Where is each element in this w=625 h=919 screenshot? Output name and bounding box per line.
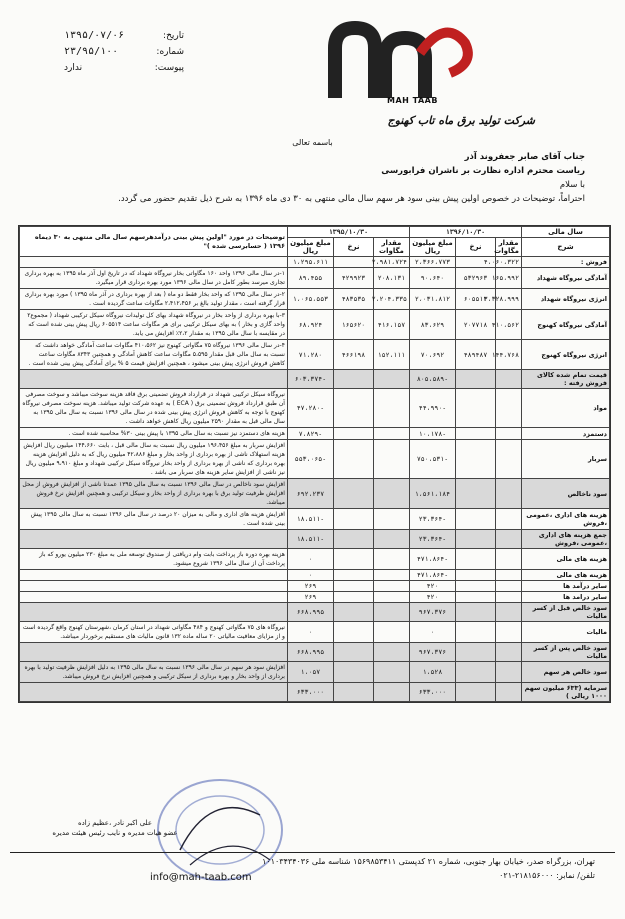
row-amount-1396: ۷۰،۶۹۲ [409,340,455,370]
row-label: انرژی نیروگاه کهنوج [522,340,610,370]
table-row [20,570,610,581]
row-rate-1395 [333,509,373,530]
footer-email: info@mah-taab.com [150,872,252,883]
row-rate-1395: ۱۶۵۶۲۰ [333,310,373,340]
company-logo [325,18,535,136]
table-row [20,428,610,440]
letter-meta [64,28,184,76]
row-qty-1395 [373,530,409,549]
row-amount-1396: -۲۳،۳۶۴ [409,509,455,530]
date-label: تاریخ: [163,31,184,41]
row-notes: افزایش سود هر سهم در سال مالی ۱۳۹۶ نسبت به سال مالی ۱۳۹۵ به دلیل افزایش ظرفیت تولید با بهره برداری از واحد بخار و بهره برداری از سیکل ترکیبی و همچنین افزایش نرخ فروش میباشد. [20,662,288,683]
row-qty-1396 [496,603,522,622]
header-period-1395: ۱۳۹۵/۱۰/۳۰ [287,227,409,238]
row-label: سود خالص قبل از کسر مالیات [522,603,610,622]
header-qty-1396: مقدار مگاوات [496,238,522,257]
table-row [20,530,610,549]
row-label: سربار [522,440,610,479]
row-amount-1395: ۲۶۹ [287,592,333,603]
header-description: شرح [522,238,610,257]
row-amount-1396: -۱۰،۱۷۸ [409,428,455,440]
row-qty-1395 [373,622,409,643]
row-qty-1396 [496,622,522,643]
row-notes: نیروگاه سیکل ترکیبی شهداد در قرارداد فروش تضمینی برق فاقد هزینه سوخت میباشد و سوخت مصرفی آن طبق قرارداد فروش تضمینی برق ( ECA ) به عهده شرکت تولید میباشد. هزینه سوخت مصرفی نیروگاه کهنوج با توجه به کاهش فروش انرژی پیش بینی شده در سال مالی ۱۳۹۶ نسبت به سال مالی ۱۳۹۵ به سال مالی قبل به مقدار ۲۵۹۰ میلیون ریال کاهش خواهد داشت . [20,389,288,428]
row-rate-1396 [456,581,496,592]
row-label: سود ناخالص [522,479,610,509]
row-notes [20,570,288,581]
row-rate-1395 [333,622,373,643]
table-row [20,592,610,603]
row-amount-1395: -۵۵۳،۰۶۵ [287,440,333,479]
row-rate-1396 [456,389,496,428]
recipient-department: ریاست محترم اداره نظارت بر ناشران فرابورسی [381,166,585,176]
row-rate-1395 [333,370,373,389]
row-qty-1396 [496,549,522,570]
row-qty-1395: ۱۵۲،۱۱۱ [373,340,409,370]
table-row [20,268,610,289]
table-row [20,622,610,643]
row-qty-1395: ۲۰۸،۱۳۱ [373,268,409,289]
row-rate-1396: ۲۰۷۷۱۸ [456,310,496,340]
row-amount-1396: ۹۰،۶۴۰ [409,268,455,289]
row-qty-1395 [373,428,409,440]
row-qty-1396 [496,530,522,549]
row-notes: ۳-با بهره برداری از واحد بخار در نیروگاه شهداد بهای کل تولیدات نیروگاه سیکل ترکیبی شهداد ( مجموع۲ واحد گازی و بخار ) به بهای سیکل ترکیبی برای هر مگاوات ساعت ۶۰۵۵۱۴ ریال پیش بینی شده است که در مقایسه با سال مالی ۱۳۹۵ به مقدار ۲،۲٪ افزایش می یابد. [20,310,288,340]
row-label: مواد [522,389,610,428]
row-qty-1395 [373,643,409,662]
row-amount-1395: ۶۹۲،۲۳۷ [287,479,333,509]
row-amount-1396: -۷۵۰،۵۳۱ [409,440,455,479]
row-qty-1395 [373,581,409,592]
row-amount-1395: ۰ [287,622,333,643]
intro-body: احتراماً، توضیحات در خصوص اولین پیش بینی سود هر سهم سال مالی منتهی به ۳۰ دی ماه ۱۳۹۶ به شرح ذیل تقدیم حضور می گردد. [118,194,585,204]
table-row [20,370,610,389]
table-row [20,479,610,509]
row-amount-1395: ۶۶۸،۹۹۵ [287,603,333,622]
row-qty-1395: ۴۱۶،۱۵۷ [373,310,409,340]
row-notes: افزایش سود ناخالص در سال مالی ۱۳۹۶ نسبت به سال مالی ۱۳۹۵ عمدتا ناشی از افزایش فروش از محل افزایش ظرفیت تولید برق با بهره برداری از واحد بخار و سیکل ترکیبی و همچنین افزایش نرخ فروش میباشد. [20,479,288,509]
row-notes: هزینه های دستمزد نیز نسبت به سال مالی ۱۳۹۵ با پیش بینی ۳۰% محاسبه شده است . [20,428,288,440]
row-rate-1396: ۶۰۵۵۱۴ [456,289,496,310]
row-amount-1396: ۸۳،۶۲۹ [409,310,455,340]
row-qty-1396 [496,683,522,702]
row-rate-1395 [333,428,373,440]
row-rate-1395 [333,479,373,509]
row-qty-1396 [496,570,522,581]
number-value: ۲۳/۹۵/۱۰۰ [64,46,119,57]
row-notes [20,643,288,662]
row-amount-1395: -۱۸،۵۱۱ [287,509,333,530]
row-qty-1396: ۴۱۰،۵۶۲ [496,310,522,340]
row-amount-1395: ۱،۰۵۷ [287,662,333,683]
eps-forecast-table [18,225,611,703]
table-row [20,643,610,662]
signature-block [30,818,200,838]
row-label: قیمت تمام شده کالای فروش رفته : [522,370,610,389]
row-qty-1396 [496,509,522,530]
row-notes: ۱-در سال مالی ۱۳۹۶ واحد ۱۶۰ مگاواتی بخار نیروگاه شهداد که در تاریخ اول آذر ماه ۱۳۹۵ به بهره برداری تجاری میرسد بطور کامل در سال مالی ۱۳۹۶ مورد بهره برداری قرار میگیرد. [20,268,288,289]
row-label: سود خالص هر سهم [522,662,610,683]
row-rate-1395 [333,592,373,603]
row-qty-1395 [373,592,409,603]
company-name: شرکت تولید برق ماه تاب کهنوج [387,114,535,127]
greeting: با سلام [559,180,585,190]
row-rate-1395 [333,257,373,268]
row-amount-1396: ۰ [409,622,455,643]
table-row [20,257,610,268]
row-qty-1395 [373,549,409,570]
attachment-label: پیوست: [154,63,184,73]
signatory-name: علی اکبر نادر ،عظیم زاده [77,819,153,827]
row-amount-1395: ۶۸،۹۲۴ [287,310,333,340]
row-amount-1395: ۰ [287,570,333,581]
row-notes [20,530,288,549]
footer-divider [10,852,615,853]
row-notes: افزایش هزینه های اداری و مالی به میزان ۲۰ درصد در سال مالی ۱۳۹۶ نسبت به سال مالی ۱۳۹۵ پیش بینی شده است . [20,509,288,530]
row-rate-1395 [333,683,373,702]
date-value: ۱۳۹۵/۰۷/۰۶ [64,30,125,41]
row-rate-1395 [333,643,373,662]
row-label: سایر درامد ها [522,592,610,603]
row-notes [20,581,288,592]
row-amount-1395: ۰ [287,549,333,570]
header-fiscal-year: سال مالی [522,227,610,238]
row-qty-1396 [496,389,522,428]
row-notes: هزینه بهره دوره باز پرداخت بابت وام دریافتی از صندوق توسعه ملی به مبلغ ۲۳۰ میلیون یورو که باز پرداخت آن از سال مالی ۱۳۹۶ شروع میشود. [20,549,288,570]
row-rate-1396 [456,622,496,643]
row-amount-1395: ۲۶۹ [287,581,333,592]
table-body [20,257,610,702]
table-row [20,389,610,428]
table-row [20,683,610,702]
row-notes [20,683,288,702]
row-rate-1396 [456,479,496,509]
row-qty-1396: ۱۶۵،۹۹۲ [496,268,522,289]
number-label: شماره: [156,47,184,57]
table-row [20,310,610,340]
footer-address: تهران، بزرگراه صدر، خیابان بهار جنوبی، شماره ۲۱ کدپستی ۱۵۶۹۸۵۳۴۱۱ شناسه ملی ۱۰۱۰۳۴۳۴۰۳۶ [262,857,595,866]
row-amount-1396: ۲،۳۶۶،۷۷۳ [409,257,455,268]
row-qty-1396: ۴،۰۶۰،۳۲۲ [496,257,522,268]
row-amount-1396: -۴۷۱،۸۶۴ [409,549,455,570]
row-notes: نیروگاه های ۷۵ مگاواتی کهنوج و ۴۸۴ مگاواتی شهداد در استان کرمان ،شهرستان کهنوج واقع گردیده است و از مزایای معافیت مالیاتی ۲۰ ساله ماده ۱۳۲ قانون مالیات های مستقیم برخوردار میباشد. [20,622,288,643]
row-qty-1396 [496,662,522,683]
row-amount-1395: ۶۶۸،۹۹۵ [287,643,333,662]
row-amount-1396: -۴۴،۹۹۰ [409,389,455,428]
row-qty-1395 [373,570,409,581]
row-notes: افزایش سربار به مبلغ ۱۹۶،۴۵۶ میلیون ریال نسبت به سال مالی قبل ، بابت ۱۴۴،۶۶۰ میلیون ریال افزایش هزینه استهلاک ناشی از بهره برداری از واحد بخار و مبلغ ۴۲،۸۸۶ میلیون ریال که به دلیل افزایش هزینه بهره برداری که ناشی از بهره برداری از واحد بخار نیروگاه سیکل ترکیبی شهداد و مبلغ ۹،۹۱۰ میلیون ریال نیز ناشی از افزایش سایر هزینه های سربار می باشد . [20,440,288,479]
header-amount-1395: مبلغ میلیون ریال [287,238,333,257]
row-amount-1395: ۷۱،۲۸۰ [287,340,333,370]
row-rate-1396: ۴۸۹۴۸۷ [456,340,496,370]
recipient-name: جناب آقای صابر جعفروند آذر [464,152,585,162]
row-label: انرژی نیروگاه شهداد [522,289,610,310]
row-notes: ۴-در سال مالی ۱۳۹۶ نیروگاه ۷۵ مگاواتی کهنوج نیز ۴۱۰،۵۶۲ مگاوات ساعت آمادگی خواهد داشت که نسبت به سال مالی قبل مقدار ۵،۵۹۵ مگاوات ساعت کاهش آمادگی و همچنین ۸۳۴۳ مگاوات ساعت کاهش فروش انرژی پیش بینی میشود ، همچنین افزایش قیمت ۵ % برای آمادگی پیش بینی شده است . [20,340,288,370]
row-rate-1396 [456,440,496,479]
row-rate-1395 [333,549,373,570]
row-notes [20,370,288,389]
row-qty-1396 [496,440,522,479]
row-label: مالیات [522,622,610,643]
table-row [20,340,610,370]
row-qty-1396 [496,370,522,389]
row-qty-1395: ۲،۹۸۱،۷۲۴ [373,257,409,268]
row-label: سرمایه (۶۳۳ میلیون سهم ۱۰۰۰ ریالی ) [522,683,610,702]
row-rate-1395: ۴۸۳۵۳۵ [333,289,373,310]
row-rate-1395 [333,530,373,549]
header-rate-1396: نرخ [456,238,496,257]
row-rate-1395 [333,662,373,683]
row-qty-1395 [373,389,409,428]
row-amount-1396: ۴۲۰ [409,592,455,603]
row-label: هزینه های اداری ،عمومی ،فروش [522,509,610,530]
row-amount-1396: -۲۳،۳۶۴ [409,530,455,549]
row-label: آمادگی نیروگاه کهنوج [522,310,610,340]
row-qty-1395 [373,509,409,530]
row-qty-1395 [373,603,409,622]
basmala: باسمه تعالی [292,138,333,147]
table-row [20,440,610,479]
row-rate-1396 [456,662,496,683]
row-amount-1396: ۶۳۳،۰۰۰ [409,683,455,702]
row-qty-1395 [373,440,409,479]
row-rate-1396 [456,683,496,702]
letter-intro [25,150,585,206]
table-row [20,289,610,310]
row-qty-1396 [496,592,522,603]
row-qty-1395: ۲،۲۰۴،۳۳۵ [373,289,409,310]
row-qty-1395 [373,662,409,683]
row-qty-1396 [496,581,522,592]
row-amount-1395: -۱۸،۵۱۱ [287,530,333,549]
row-rate-1395: ۴۶۶۱۹۸ [333,340,373,370]
row-rate-1396 [456,603,496,622]
table-row [20,549,610,570]
row-amount-1396: -۸۰۵،۵۸۹ [409,370,455,389]
header-rate-1395: نرخ [333,238,373,257]
row-amount-1396: ۲،۰۳۱،۸۱۲ [409,289,455,310]
row-notes [20,257,288,268]
row-rate-1396 [456,592,496,603]
row-notes [20,592,288,603]
row-notes [20,603,288,622]
row-amount-1396: ۱،۵۲۸ [409,662,455,683]
row-amount-1395: -۶۰۳،۳۷۴ [287,370,333,389]
row-qty-1396 [496,643,522,662]
row-amount-1395: ۱،۲۹۵،۶۱۱ [287,257,333,268]
row-label: سایر درآمد ها [522,581,610,592]
row-rate-1396 [456,570,496,581]
header-amount-1396: مبلغ میلیون ریال [409,238,455,257]
attachment-value: ندارد [64,63,83,73]
row-rate-1395 [333,581,373,592]
row-amount-1395: ۶۳۳،۰۰۰ [287,683,333,702]
row-rate-1396 [456,643,496,662]
row-label: آمادگی نیروگاه شهداد [522,268,610,289]
row-qty-1396 [496,428,522,440]
row-label: جمع هزینه های اداری ،عمومی ،فروش [522,530,610,549]
row-qty-1395 [373,370,409,389]
row-rate-1396 [456,509,496,530]
logo-brand-text: MAH TAAB [387,96,438,105]
row-amount-1395: -۴۷،۲۸۰ [287,389,333,428]
row-qty-1396: ۱۴۴،۷۶۸ [496,340,522,370]
header-period-1396: ۱۳۹۶/۱۰/۳۰ [409,227,521,238]
row-qty-1396: ۳،۳۲۸،۹۹۹ [496,289,522,310]
row-notes: ۲-در سال مالی ۱۳۹۵ که واحد بخار فقط دو ماه ( بعد از بهره برداری در آذر ماه ۱۳۹۵ ) مورد بهره برداری قرار گرفته است ، مقدار تولید بالغ بر ۲،۴۱۲،۴۵۶ مگاوات ساعت گردیده است . [20,289,288,310]
header-qty-1395: مقدار مگاوات [373,238,409,257]
row-rate-1395 [333,389,373,428]
footer-phone: تلفن/ نمابر: ۲۱۸۱۵۶۰۰۰-۰۲۱ [499,871,595,880]
signatory-title: عضو هیات مدیره و نایب رئیس هیئت مدیره [52,829,178,837]
row-amount-1396: ۴۲۰ [409,581,455,592]
row-amount-1395: -۷،۸۲۹ [287,428,333,440]
row-label: دستمزد [522,428,610,440]
row-qty-1395 [373,479,409,509]
header-notes: توضیحات در مورد "اولین پیش بینی درآمدهرسهم سال مالی منتهی به ۳۰ دیماه ۱۳۹۶ ( حسابرسی شده )" [20,227,288,257]
table-row [20,662,610,683]
table-row [20,581,610,592]
row-amount-1396: ۹۶۷،۳۷۶ [409,603,455,622]
table-row [20,603,610,622]
row-label: هزینه های مالی [522,570,610,581]
row-label: هزینه های مالی [522,549,610,570]
row-rate-1396 [456,530,496,549]
row-rate-1395 [333,440,373,479]
row-rate-1395 [333,570,373,581]
row-rate-1395: ۴۲۹۹۲۳ [333,268,373,289]
row-label: سود خالص پس از کسر مالیات [522,643,610,662]
row-amount-1395: ۸۹،۴۵۵ [287,268,333,289]
row-label: فروش : [522,257,610,268]
row-amount-1396: ۱،۵۶۱،۱۸۴ [409,479,455,509]
row-rate-1395 [333,603,373,622]
row-amount-1395: ۱،۰۶۵،۵۵۳ [287,289,333,310]
row-rate-1396 [456,549,496,570]
row-rate-1396 [456,428,496,440]
row-amount-1396: -۴۷۱،۸۶۴ [409,570,455,581]
row-qty-1396 [496,479,522,509]
row-amount-1396: ۹۶۷،۳۷۶ [409,643,455,662]
table-row [20,509,610,530]
row-qty-1395 [373,683,409,702]
row-rate-1396: ۵۳۲۹۶۳ [456,268,496,289]
row-rate-1396 [456,370,496,389]
